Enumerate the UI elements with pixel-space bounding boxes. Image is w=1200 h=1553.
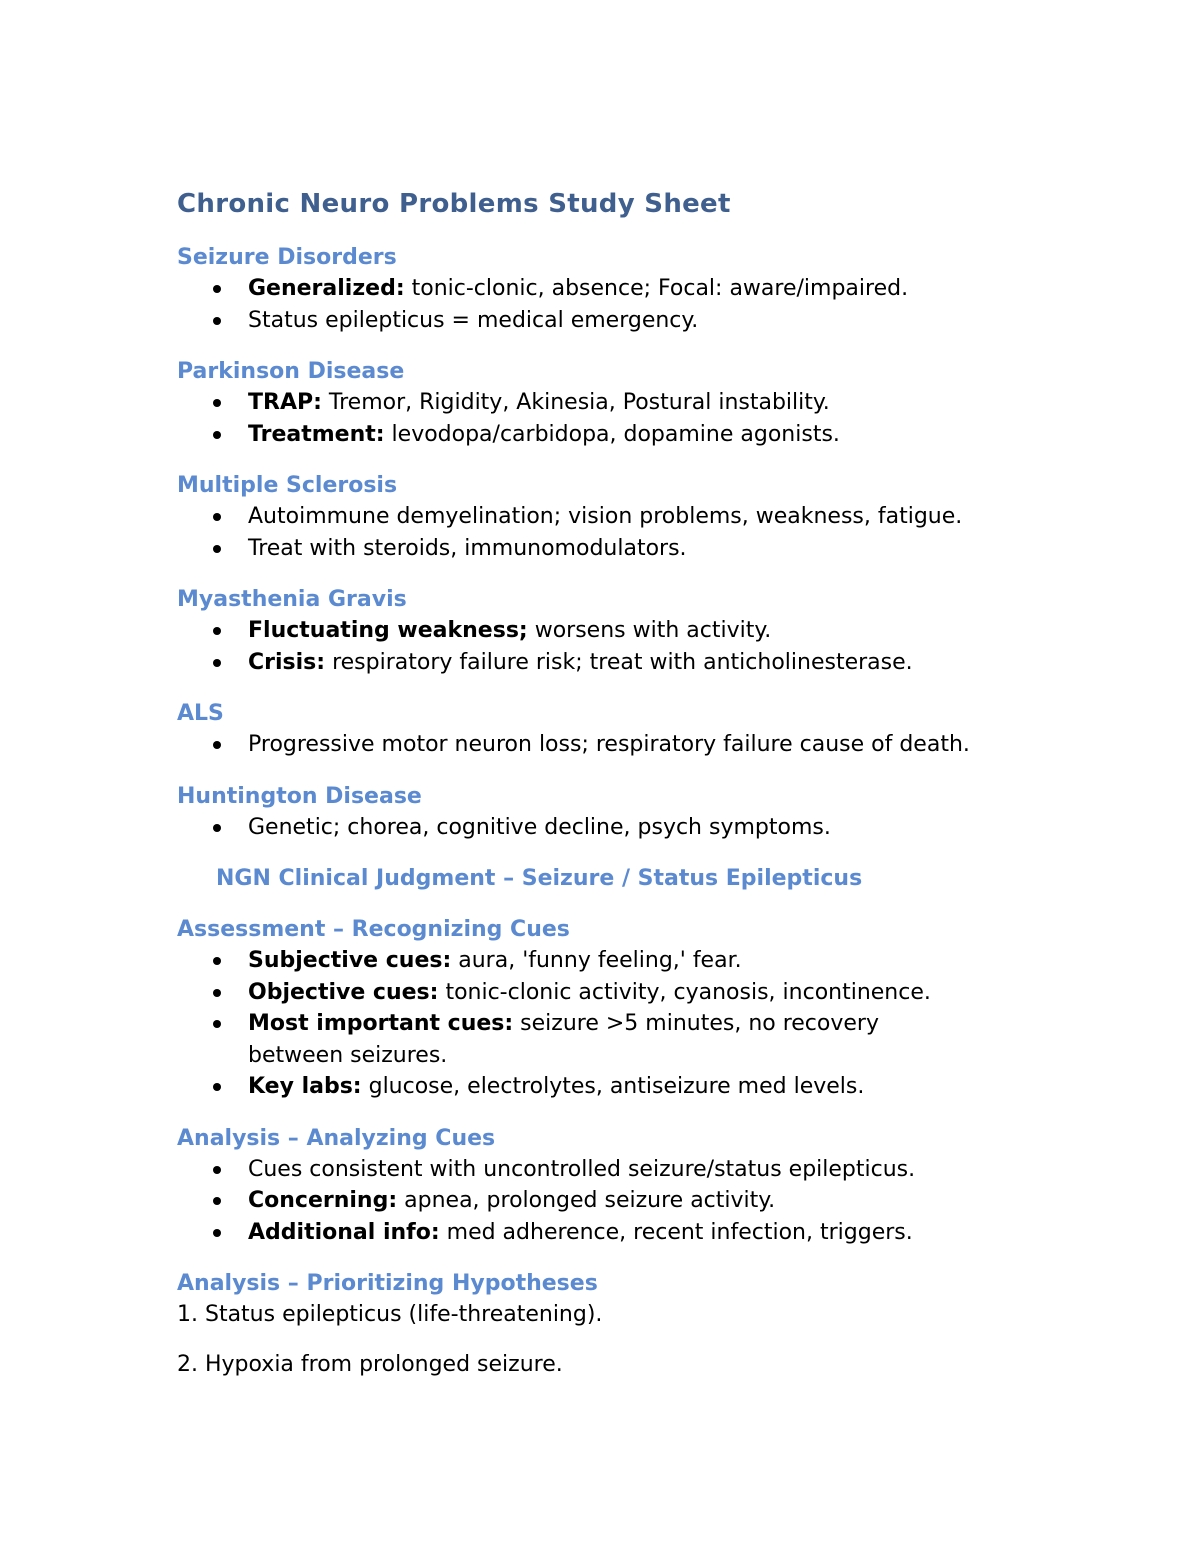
list-item: Objective cues: tonic-clonic activity, cyanosis, incontinence. bbox=[177, 977, 1077, 1009]
section-recognizing-cues bbox=[177, 914, 1077, 1103]
list-item: Autoimmune demyelination; vision problems, weakness, fatigue. bbox=[177, 501, 1077, 533]
list-item: Most important cues: seizure >5 minutes, no recovery between seizures. bbox=[177, 1008, 1077, 1071]
section-huntington-disease bbox=[177, 781, 1077, 844]
list-item: Status epilepticus = medical emergency. bbox=[177, 305, 1077, 337]
bullet-list bbox=[177, 1154, 1077, 1249]
numbered-item: 1. Status epilepticus (life-threatening). bbox=[177, 1302, 603, 1327]
list-item: Subjective cues: aura, 'funny feeling,' fear. bbox=[177, 945, 1077, 977]
list-item: Fluctuating weakness; worsens with activity. bbox=[177, 615, 1077, 647]
list-item: Additional info: med adherence, recent infection, triggers. bbox=[177, 1217, 1077, 1249]
list-item: Progressive motor neuron loss; respiratory failure cause of death. bbox=[177, 729, 1077, 761]
list-item: Treat with steroids, immunomodulators. bbox=[177, 533, 1077, 565]
section-heading: Parkinson Disease bbox=[177, 359, 405, 384]
section-analyzing-cues bbox=[177, 1123, 1077, 1249]
section-myasthenia-gravis bbox=[177, 584, 1077, 678]
list-item: Generalized: tonic-clonic, absence; Focal: aware/impaired. bbox=[177, 273, 1077, 305]
section-seizure-disorders bbox=[177, 242, 1077, 336]
list-item: Concerning: apnea, prolonged seizure activity. bbox=[177, 1185, 1077, 1217]
bullet-list bbox=[177, 501, 1077, 564]
section-parkinson-disease bbox=[177, 356, 1077, 450]
list-item: Genetic; chorea, cognitive decline, psych symptoms. bbox=[177, 812, 1077, 844]
section-heading: Seizure Disorders bbox=[177, 245, 397, 270]
bullet-list bbox=[177, 812, 1077, 844]
section-als bbox=[177, 698, 1077, 761]
bullet-list bbox=[177, 615, 1077, 678]
section-heading: Analysis – Analyzing Cues bbox=[177, 1125, 496, 1151]
section-heading: Huntington Disease bbox=[177, 783, 422, 809]
section-heading: ALS bbox=[177, 701, 224, 726]
section-multiple-sclerosis bbox=[177, 470, 1077, 564]
section-heading: Assessment – Recognizing Cues bbox=[177, 917, 570, 942]
bullet-list bbox=[177, 273, 1077, 336]
document-page bbox=[177, 186, 1077, 1400]
list-item: Treatment: levodopa/carbidopa, dopamine agonists. bbox=[177, 419, 1077, 451]
list-item: Cues consistent with uncontrolled seizure/status epilepticus. bbox=[177, 1154, 1077, 1186]
list-item: Crisis: respiratory failure risk; treat with anticholinesterase. bbox=[177, 647, 1077, 679]
bullet-list bbox=[177, 729, 1077, 761]
section-heading: Analysis – Prioritizing Hypotheses bbox=[177, 1271, 598, 1296]
section-heading: Myasthenia Gravis bbox=[177, 587, 407, 612]
section-heading: Multiple Sclerosis bbox=[177, 473, 398, 498]
ngn-heading: NGN Clinical Judgment – Seizure / Status Epilepticus bbox=[216, 866, 863, 891]
bullet-list bbox=[177, 387, 1077, 450]
bullet-list bbox=[177, 945, 1077, 1103]
numbered-item: 2. Hypoxia from prolonged seizure. bbox=[177, 1351, 563, 1377]
section-prioritizing-hypotheses bbox=[177, 1268, 1077, 1380]
ngn-heading-block bbox=[177, 863, 1077, 894]
list-item: TRAP: Tremor, Rigidity, Akinesia, Postural instability. bbox=[177, 387, 1077, 419]
page-title: Chronic Neuro Problems Study Sheet bbox=[177, 189, 731, 219]
list-item: Key labs: glucose, electrolytes, antiseizure med levels. bbox=[177, 1071, 1077, 1103]
